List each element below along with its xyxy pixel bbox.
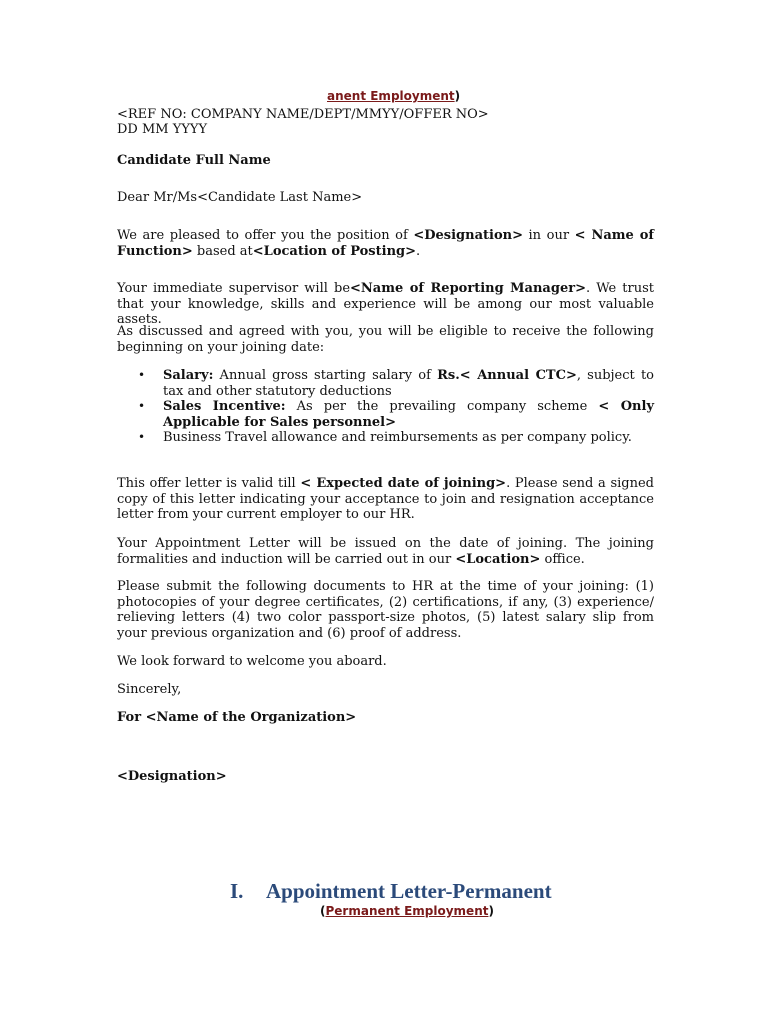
- subtitle-text: Permanent Employment: [325, 904, 489, 918]
- offer-location: <Location of Posting>: [252, 243, 416, 259]
- benefit-label: Salary:: [163, 368, 214, 383]
- benefit-item: [117, 399, 654, 430]
- benefit-bold-mid: < Only Applicable for Sales personnel>: [163, 399, 654, 430]
- offer-text-c: based at: [192, 243, 253, 259]
- bullet-icon: •: [138, 368, 146, 382]
- section-heading: [230, 878, 552, 904]
- supervisor-paragraph: [117, 281, 654, 328]
- supervisor-text-a: Your immediate supervisor will be: [117, 281, 351, 296]
- offer-function: < Name of Function>: [117, 228, 654, 259]
- benefit-bold-mid: Rs.< Annual CTC>: [437, 368, 577, 383]
- validity-text-a: This offer letter is valid till: [117, 476, 301, 491]
- offer-text-d: .: [416, 243, 421, 259]
- supervisor-text-b: . We trust that your knowledge, skills and experience will be among our most valuable assets.: [117, 281, 655, 327]
- benefit-text-b: , subject to tax and other statutory deductions: [163, 368, 654, 399]
- eligibility-paragraph: As discussed and agreed with you, you will be eligible to receive the following beginning on your joining date:: [117, 324, 654, 355]
- subtitle-close: ): [488, 904, 494, 918]
- appointment-text-a: Your Appointment Letter will be issued on the date of joining. The joining formalities and induction will be carried out in our: [117, 536, 654, 567]
- benefits-list: [117, 368, 654, 446]
- subtitle-open: (: [320, 904, 326, 918]
- benefit-text-a: As per the prevailing company scheme: [285, 399, 599, 414]
- validity-paragraph: [117, 476, 654, 523]
- benefit-text-a: Business Travel allowance and reimbursements as per company policy.: [163, 430, 632, 445]
- offer-paragraph: [117, 228, 654, 259]
- ref-line: <REF NO: COMPANY NAME/DEPT/MMYY/OFFER NO>: [117, 107, 489, 122]
- partial-subtitle-close: ): [454, 89, 461, 103]
- offer-designation: <Designation>: [413, 228, 523, 243]
- appointment-text-b: office.: [540, 551, 585, 567]
- supervisor-name: <Name of Reporting Manager>: [350, 281, 586, 296]
- closing-line: Sincerely,: [117, 682, 182, 697]
- benefit-text-a: Annual gross starting salary of: [213, 368, 438, 383]
- date-line: DD MM YYYY: [117, 122, 208, 137]
- benefit-item: [117, 368, 654, 399]
- look-forward-line: We look forward to welcome you aboard.: [117, 654, 387, 669]
- validity-text-b: . Please send a signed copy of this letter indicating your acceptance to join and resignation acceptance letter from your current employer to our HR.: [117, 476, 654, 522]
- section-title: Appointment Letter-Permanent: [266, 879, 552, 903]
- bullet-icon: •: [138, 399, 146, 413]
- benefit-label: Sales Incentive:: [163, 399, 286, 414]
- partial-subtitle: [327, 88, 460, 104]
- section-subtitle: [320, 903, 494, 919]
- bullet-icon: •: [138, 430, 146, 444]
- salutation: Dear Mr/Ms<Candidate Last Name>: [117, 190, 363, 205]
- section-number: I.: [230, 879, 244, 903]
- organization-line: For <Name of the Organization>: [117, 710, 357, 725]
- offer-text-a: We are pleased to offer you the position of: [117, 228, 414, 243]
- signatory-designation: <Designation>: [117, 769, 227, 784]
- benefit-item: [117, 430, 654, 446]
- candidate-name: Candidate Full Name: [117, 153, 271, 168]
- appointment-location: <Location>: [455, 551, 541, 567]
- validity-date: < Expected date of joining>: [300, 476, 507, 491]
- partial-subtitle-text: anent Employment: [327, 89, 455, 103]
- appointment-paragraph: [117, 536, 654, 567]
- offer-text-b: in our: [522, 228, 575, 243]
- documents-paragraph: Please submit the following documents to HR at the time of your joining: (1) photocopies of your degree certificates, (2) certifications, if any, (3) experience/ relieving letters (4) two color passport-size photos, (5) latest salary slip from your previous organization and (6) proof of address.: [117, 579, 654, 641]
